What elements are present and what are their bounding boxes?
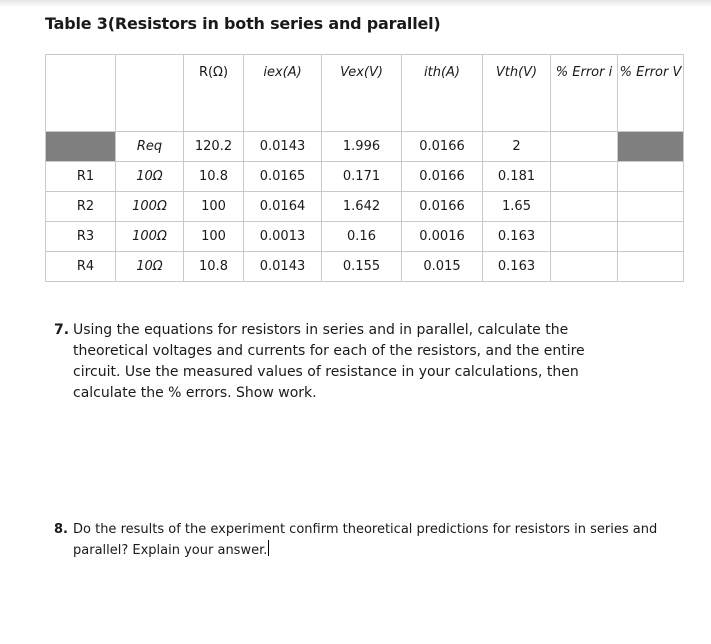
- vth-cell: 1.65: [483, 192, 551, 222]
- r-cell: 10.8: [184, 162, 244, 192]
- err-v-cell: [618, 252, 684, 282]
- table-title: Table 3(Resistors in both series and parallel): [45, 14, 441, 33]
- ith-cell: 0.0166: [402, 192, 483, 222]
- header-iex: iex(A): [244, 55, 322, 132]
- header-blank-2: [116, 55, 184, 132]
- ith-cell: 0.015: [402, 252, 483, 282]
- header-vth: Vth(V): [483, 55, 551, 132]
- header-vex: Vex(V): [322, 55, 402, 132]
- header-blank-1: [46, 55, 116, 132]
- row-label-cell: R3: [46, 222, 116, 252]
- r-cell: 100: [184, 192, 244, 222]
- shaded-cell: [46, 132, 116, 162]
- question-8-text: Do the results of the experiment confirm theoretical predictions for resistors in series and parallel? Explain your answer.: [73, 522, 658, 558]
- err-v-cell: [618, 192, 684, 222]
- question-8[interactable]: [54, 519, 673, 561]
- err-i-cell: [551, 252, 618, 282]
- err-i-cell: [551, 162, 618, 192]
- question-7-number: 7.: [54, 322, 70, 338]
- vex-cell: 1.642: [322, 192, 402, 222]
- iex-cell: 0.0143: [244, 132, 322, 162]
- table-row: [46, 162, 684, 192]
- row-label-cell: R4: [46, 252, 116, 282]
- r-label-cell: 10Ω: [116, 162, 184, 192]
- top-shadow-bar: [0, 0, 711, 7]
- table-row: [46, 192, 684, 222]
- row-label-cell: R1: [46, 162, 116, 192]
- question-8-number: 8.: [54, 522, 68, 537]
- vex-cell: 1.996: [322, 132, 402, 162]
- vex-cell: 0.171: [322, 162, 402, 192]
- row-label-cell: R2: [46, 192, 116, 222]
- err-v-cell: [618, 222, 684, 252]
- header-error-v: % Error V: [618, 55, 684, 132]
- err-v-cell: [618, 162, 684, 192]
- vex-cell: 0.155: [322, 252, 402, 282]
- r-label-cell: 100Ω: [116, 192, 184, 222]
- r-cell: 100: [184, 222, 244, 252]
- ith-cell: 0.0016: [402, 222, 483, 252]
- r-label-cell: 100Ω: [116, 222, 184, 252]
- ith-cell: 0.0166: [402, 162, 483, 192]
- r-label-cell: 10Ω: [116, 252, 184, 282]
- table-row: [46, 222, 684, 252]
- header-error-i: % Error i: [551, 55, 618, 132]
- table-row: [46, 132, 684, 162]
- r-cell: 10.8: [184, 252, 244, 282]
- iex-cell: 0.0165: [244, 162, 322, 192]
- ith-cell: 0.0166: [402, 132, 483, 162]
- r-cell: 120.2: [184, 132, 244, 162]
- table-header-row: [46, 55, 684, 132]
- header-ith: ith(A): [402, 55, 483, 132]
- shaded-cell: [618, 132, 684, 162]
- vth-cell: 2: [483, 132, 551, 162]
- vth-cell: 0.163: [483, 252, 551, 282]
- err-i-cell: [551, 222, 618, 252]
- iex-cell: 0.0013: [244, 222, 322, 252]
- resistors-table: [45, 54, 684, 282]
- iex-cell: 0.0143: [244, 252, 322, 282]
- table-row: [46, 252, 684, 282]
- text-cursor: [268, 540, 269, 556]
- question-7: [54, 320, 633, 404]
- r-label-cell: Req: [116, 132, 184, 162]
- header-r: R(Ω): [184, 55, 244, 132]
- err-i-cell: [551, 192, 618, 222]
- vex-cell: 0.16: [322, 222, 402, 252]
- vth-cell: 0.163: [483, 222, 551, 252]
- err-i-cell: [551, 132, 618, 162]
- vth-cell: 0.181: [483, 162, 551, 192]
- iex-cell: 0.0164: [244, 192, 322, 222]
- question-7-text: Using the equations for resistors in series and in parallel, calculate the theoretical voltages and currents for each of the resistors, and the entire circuit. Use the measured values of resistance in your calculations, then calculate the % errors. Show work.: [73, 322, 585, 401]
